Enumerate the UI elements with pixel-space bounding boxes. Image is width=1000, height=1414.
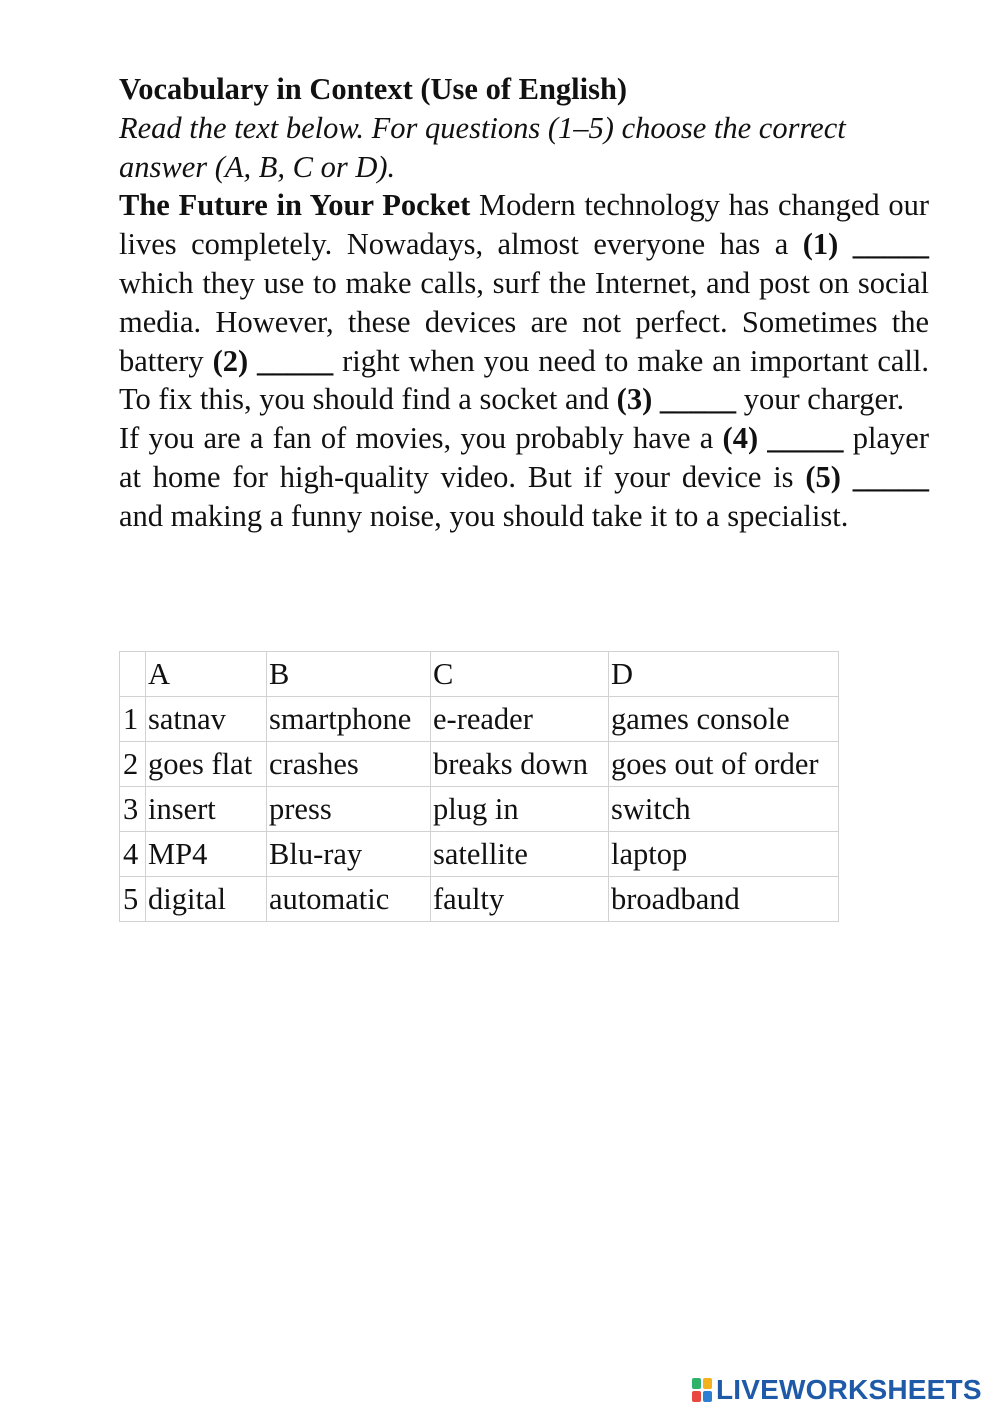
table-header-cell: C [431,652,609,697]
gap-3[interactable]: (3) _____ [616,382,737,417]
option-c: faulty [431,877,609,922]
option-a: insert [146,787,267,832]
option-a: digital [146,877,267,922]
question-number: 3 [120,787,146,832]
question-number: 4 [120,832,146,877]
option-d: switch [609,787,839,832]
table-row [120,697,839,742]
table-row [120,832,839,877]
worksheet-instructions: Read the text below. For questions (1–5) choose the correct answer (A, B, C or D). [119,110,846,184]
table-row [120,787,839,832]
question-number: 2 [120,742,146,787]
table-row [120,742,839,787]
option-a: goes flat [146,742,267,787]
liveworksheets-logo-icon [692,1377,714,1403]
passage-paragraph-1 [119,186,929,419]
gap-2[interactable]: (2) _____ [212,343,334,378]
question-number: 5 [120,877,146,922]
option-b: automatic [267,877,431,922]
option-c: satellite [431,832,609,877]
option-d: games console [609,697,839,742]
option-b: Blu-ray [267,832,431,877]
option-a: satnav [146,697,267,742]
option-c: e-reader [431,697,609,742]
table-header-cell: A [146,652,267,697]
passage-text: your charger. [736,382,905,417]
passage-text: Modern technology has changed our lives completely. Nowadays, almost everyone has a [119,188,929,262]
worksheet-title: Vocabulary in Context (Use of English) [119,72,628,106]
worksheet-content [119,70,929,536]
table-header-cell [120,652,146,697]
gap-5[interactable]: (5) _____ [805,459,929,494]
passage-text: which they use to make calls, surf the Internet, and post on social media. However, these devices are not perfect. Sometimes the battery [119,265,929,378]
option-c: plug in [431,787,609,832]
option-d: laptop [609,832,839,877]
passage-paragraph-2 [119,419,929,535]
passage-text: right when you need to make an important call. To fix this, you should find a socket and [119,343,929,417]
option-a: MP4 [146,832,267,877]
brand-name: LIVEWORKSHEETS [716,1374,982,1405]
table-header-row [120,652,839,697]
passage-text: If you are a fan of movies, you probably have a [119,421,723,456]
passage-text: and making a funny noise, you should take it to a specialist. [119,498,849,533]
passage-heading: The Future in Your Pocket [119,188,471,223]
gap-1[interactable]: (1) _____ [802,227,929,262]
table-header-cell: B [267,652,431,697]
option-d: broadband [609,877,839,922]
option-b: crashes [267,742,431,787]
option-b: press [267,787,431,832]
option-b: smartphone [267,697,431,742]
passage-text: player at home for high-quality video. But if your device is [119,421,929,494]
answer-options-table [119,651,839,922]
question-number: 1 [120,697,146,742]
option-d: goes out of order [609,742,839,787]
option-c: breaks down [431,742,609,787]
table-header-cell: D [609,652,839,697]
liveworksheets-brand [692,1374,982,1406]
table-row [120,877,839,922]
gap-4[interactable]: (4) _____ [722,421,844,456]
